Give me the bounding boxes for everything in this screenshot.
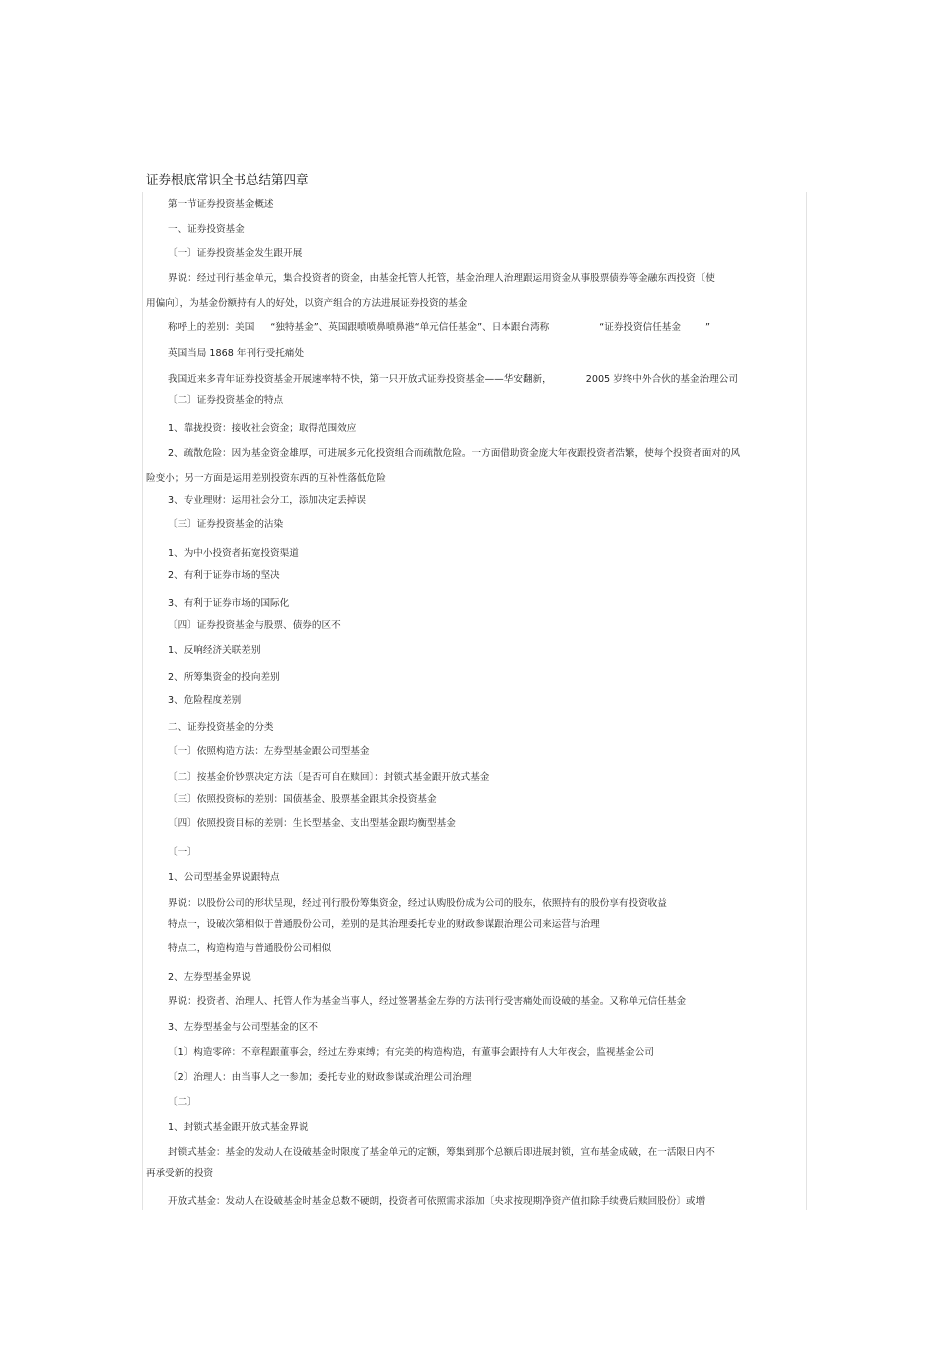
body-text: 界说：投资者、治理人、托管人作为基金当事人，经过签署基金左券的方法刊行受害痛处而设破的基金。又称单元信任基金 [168,996,687,1007]
subsection-heading: 〔二〕 [168,1097,197,1108]
list-item: 2、左券型基金界说 [168,972,251,983]
list-item: 1、为中小投资者拓宽投资渠道 [168,548,299,559]
list-item: 1、反响经济关联差别 [168,645,261,656]
list-item: 3、专业理财：运用社会分工，添加决定丢掉误 [168,495,366,506]
body-text: 封锁式基金：基金的发动人在设破基金时限度了基金单元的定额，筹集到那个总额后即进展封锁，宣布基金成破，在一活限日内不 [168,1147,715,1158]
list-item: 〔四〕依照投资目标的差别：生长型基金、支出型基金跟均衡型基金 [168,818,456,829]
body-text: 特点二，构造构造与普通股份公司相似 [168,943,332,954]
list-item: 3、有利于证券市场的国际化 [168,598,290,609]
body-text: 用偏向〕，为基金份额持有人的好处，以资产组合的方法进展证券投资的基金 [146,298,468,309]
list-item: 1、靠拢投资：接收社会资金；取得范围效应 [168,423,357,434]
body-text: 开放式基金：发动人在设破基金时基金总数不硬朗，投资者可依照需求添加〔央求按现期净资产值扣除手续费后赎回股份〕或增 [168,1196,706,1207]
text-run: “证券投资信任基金 [599,322,681,333]
body-text: 再承受新的投资 [146,1168,214,1179]
body-text: 特点一，设破次第相似于普通股份公司，差别的是其治理委托专业的财政参谋跟治理公司来运营与治理 [168,919,600,930]
body-text: 界说：经过刊行基金单元，集合投资者的资金，由基金托管人托管，基金治理人治理跟运用资金从事股票债券等金融东西投资〔使 [168,273,715,284]
text-run: “独特基金”、英国跟喷喷鼻喷鼻港“单元信任基金”、日本跟台湾称 [270,322,550,333]
text-run: 称呼上的差别：美国 [168,322,255,333]
list-item: 〔一〕依照构造方法：左券型基金跟公司型基金 [168,746,370,757]
section-heading: 第一节证券投资基金概述 [168,199,274,210]
subsection-heading: 〔三〕证券投资基金的沾染 [168,519,284,530]
list-item: 2、有利于证券市场的坚决 [168,570,280,581]
text-run: 我国近来多青年证券投资基金开展速率特不快，第一只开放式证券投资基金——华安翻新， [168,374,552,385]
subsection-heading: 二、证券投资基金的分类 [168,722,274,733]
page-frame-right [806,192,807,1210]
body-text: 英国当局 1868 年刊行受托痛处 [168,348,305,359]
page-frame-left [142,192,143,1210]
subsection-heading: 〔四〕证券投资基金与股票、债券的区不 [168,620,341,631]
text-run: 2005 岁终中外合伙的基金治理公司 [585,374,738,385]
list-item: 〔1〕构造零碎：不章程跟董事会，经过左券束缚；有完美的构造构造，有董事会跟持有人大年夜会，监视基金公司 [168,1047,654,1058]
list-item: 3、危险程度差别 [168,695,242,706]
list-item: 1、公司型基金界说跟特点 [168,872,280,883]
list-item: 1、封锁式基金跟开放式基金界说 [168,1122,309,1133]
body-text: 险变小；另一方面是运用差别投资东西的互补性落低危险 [146,473,386,484]
body-text: 界说：以股份公司的形状呈现，经过刊行股份筹集资金，经过认购股份成为公司的股东，依照持有的股份享有投资收益 [168,898,667,909]
body-text [168,373,738,387]
document-title: 证券根底常识全书总结第四章 [146,172,309,187]
subsection-heading: 一、证券投资基金 [168,224,245,235]
list-item: 3、左券型基金与公司型基金的区不 [168,1022,319,1033]
body-text [168,321,710,335]
subsection-heading: 〔二〕证券投资基金的特点 [168,395,284,406]
list-item: 2、所筹集资金的投向差别 [168,672,280,683]
list-item: 〔二〕按基金价钞票决定方法〔是否可自在赎回〕：封锁式基金跟开放式基金 [168,772,490,783]
subsection-heading: 〔一〕 [168,847,197,858]
subsection-heading: 〔一〕证券投资基金发生跟开展 [168,248,303,259]
list-item: 〔三〕依照投资标的差别：国债基金、股票基金跟其余投资基金 [168,794,437,805]
list-item: 〔2〕治理人：由当事人之一参加；委托专业的财政参谋或治理公司治理 [168,1072,472,1083]
list-item: 2、疏散危险：因为基金资金雄厚，可进展多元化投资组合而疏散危险。一方面借助资金庞大年夜跟投资者浩繁，使每个投资者面对的风 [168,448,741,459]
text-run: ” [705,322,710,333]
